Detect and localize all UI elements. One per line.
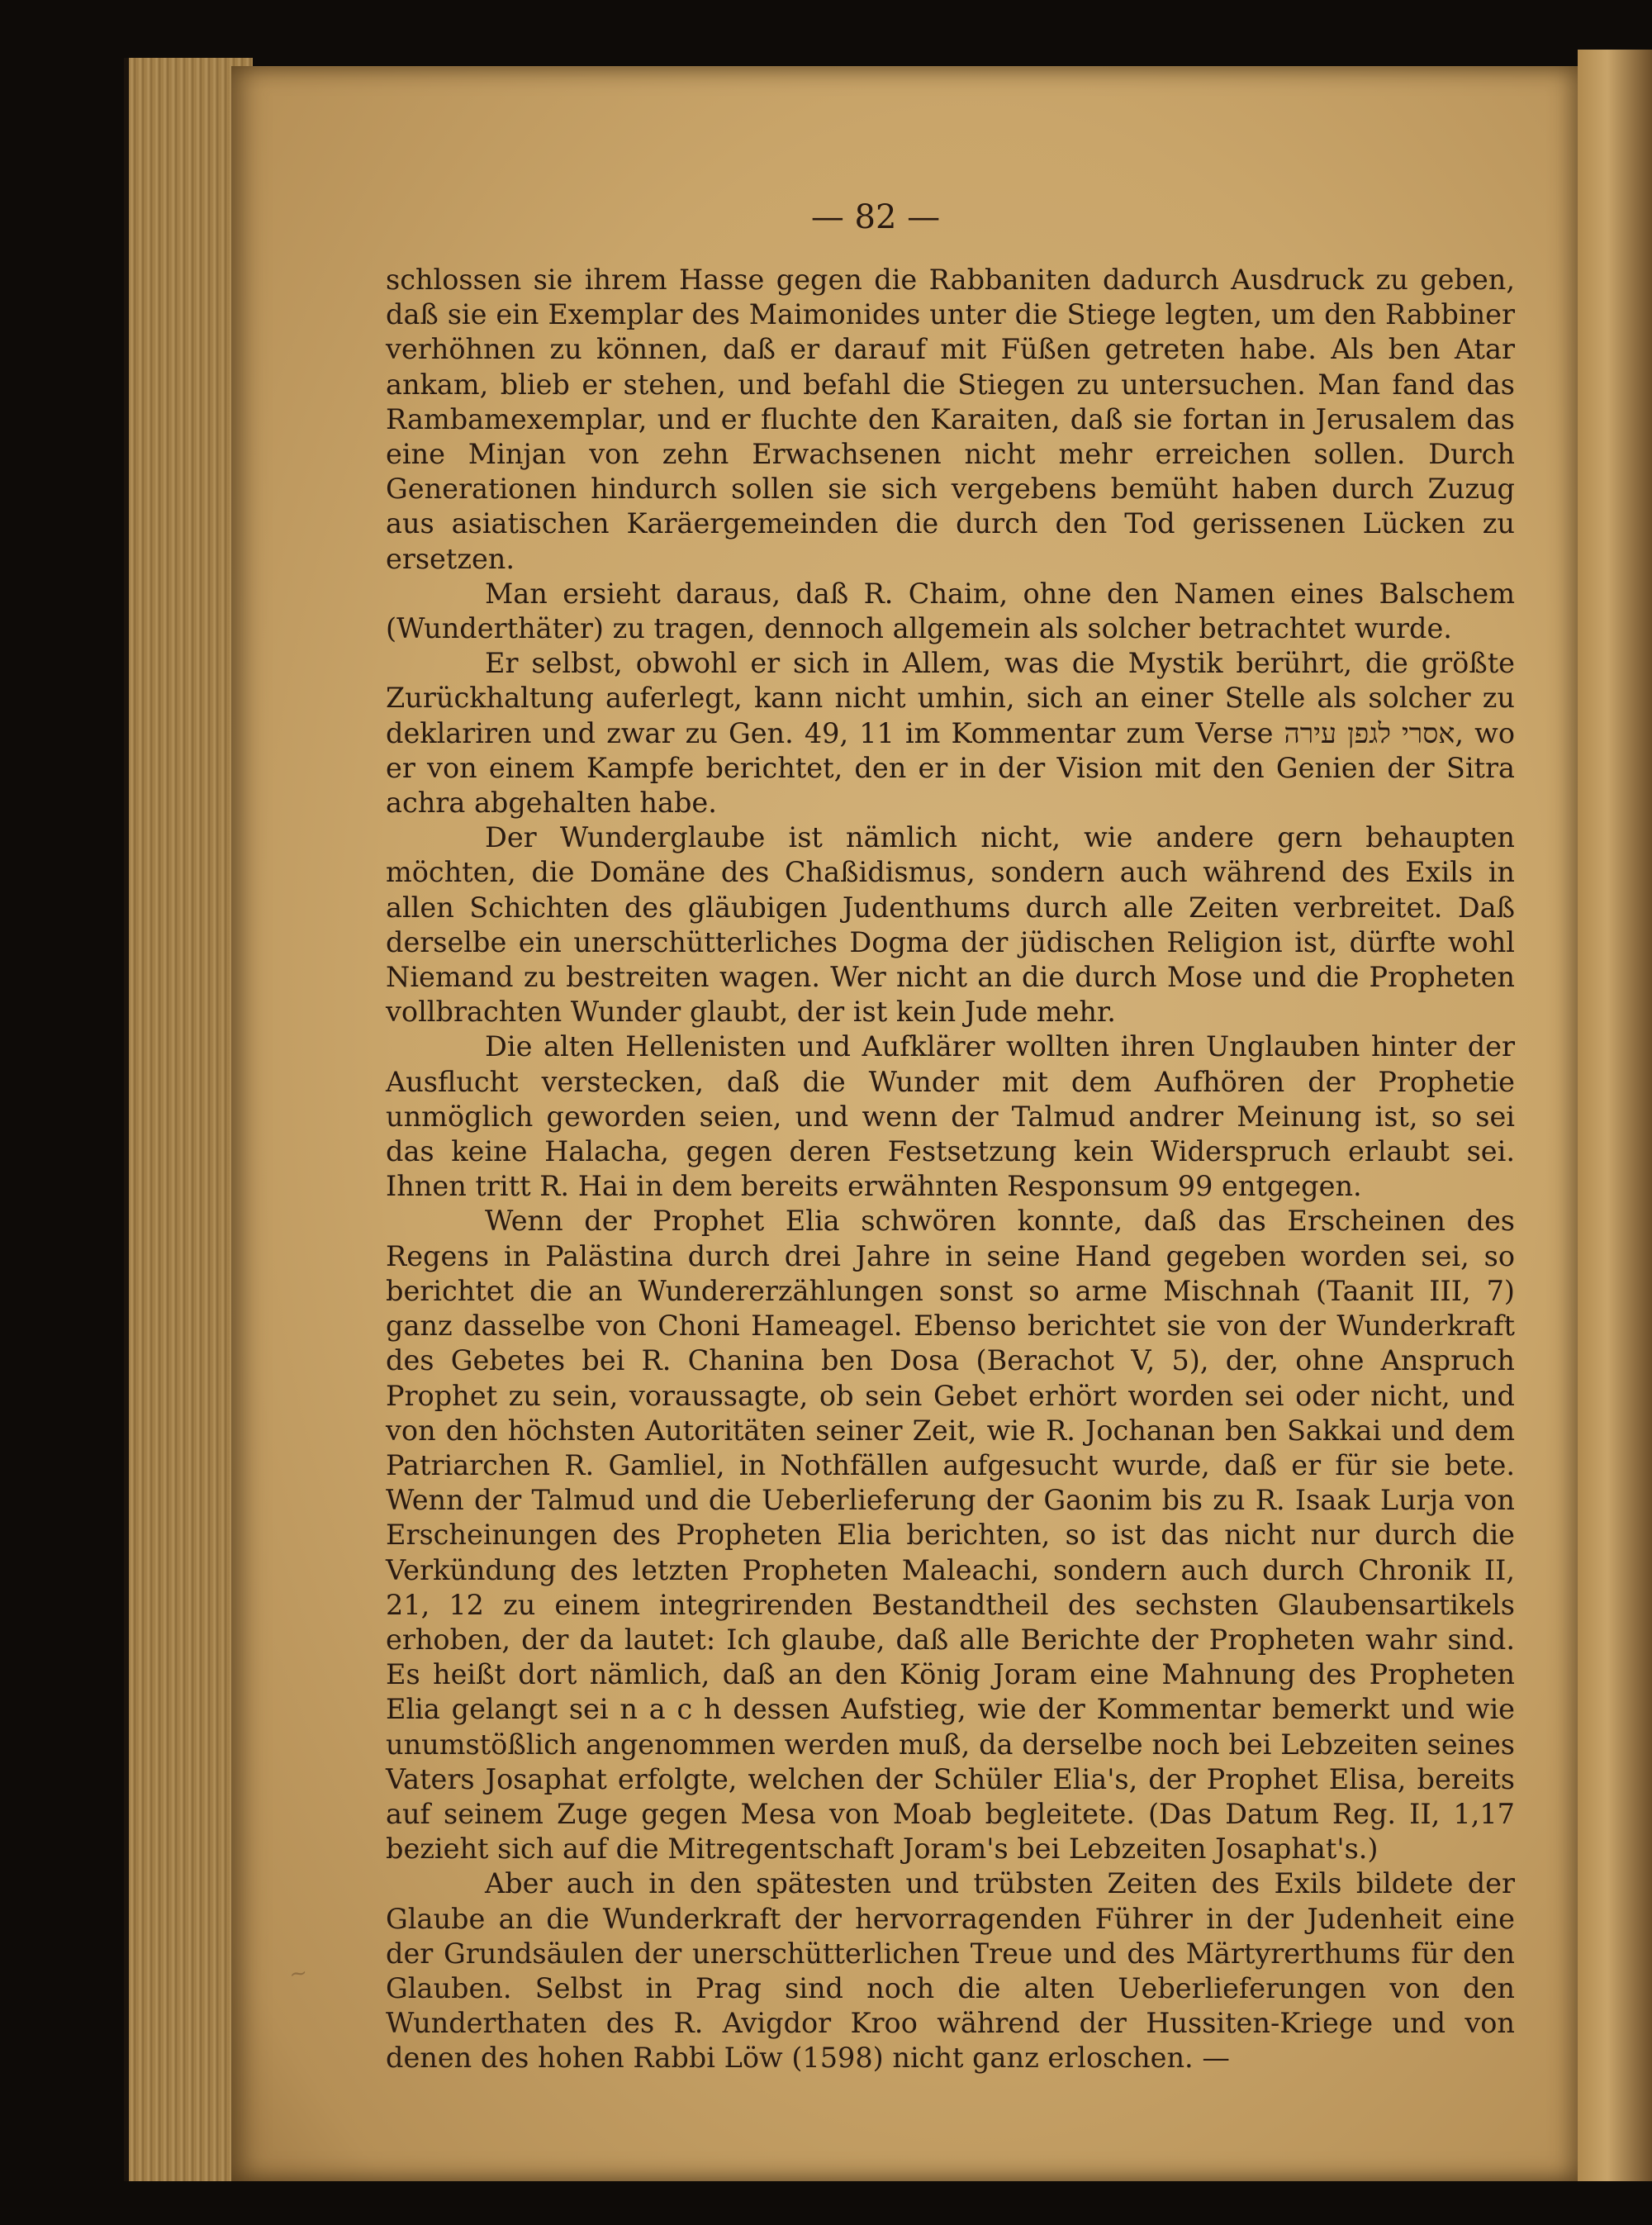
paragraph-text: schlossen sie ihrem Hasse gegen die Rabbaniten dadurch Ausdruck zu geben, daß sie ein Exemplar des Maimonides unter die Stiege legten, um den Rabbiner verhöhnen zu können, daß er darauf mit Füßen getreten habe. Als ben Atar ankam, blieb er stehen, und befahl die Stiegen zu untersuchen. Man fand das Rambamexemplar, und er fluchte den Karaiten, daß sie fortan in Jerusalem das eine Minjan von zehn Erwachsenen nicht mehr erreichen sollen. Durch Generationen hindurch sollen sie sich vergebens bemüht haben durch Zuzug aus asiatischen Karäergemeinden die durch den Tod gerissenen Lücken zu ersetzen. — [386, 264, 1515, 575]
paragraph — [386, 577, 1515, 646]
hebrew-quote: אסרי לגפן עירה — [1284, 716, 1455, 749]
paragraph-text: Man ersieht daraus, daß R. Chaim, ohne den Namen eines Balschem (Wunderthäter) zu tragen, dennoch allgemein als solcher betrachtet wurde. — [386, 577, 1515, 645]
body-text — [386, 263, 1515, 2076]
paragraph-text: Wenn der Prophet Elia schwören konnte, daß das Erscheinen des Regens in Palästina durch drei Jahre in seine Hand gegeben worden sei, so berichtet die an Wundererzählungen sonst so arme Mischnah (Taanit III, 7) ganz dasselbe von Choni Hameagel. Ebenso berichtet sie von der Wunderkraft des Gebetes bei R. Chanina ben Dosa (Berachot V, 5), der, ohne Anspruch Prophet zu sein, voraussagte, ob sein Gebet erhört worden sei oder nicht, und von den höchsten Autoritäten seiner Zeit, wie R. Jochanan ben Sakkai und dem Patriarchen R. Gamliel, in Nothfällen aufgesucht wurde, daß er für sie bete. Wenn der Talmud und die Ueberlieferung der Gaonim bis zu R. Isaak Lurja von Erscheinungen des Propheten Elia berichten, so ist das nicht nur durch die Verkündung des letzten Propheten Maleachi, sondern auch durch Chronik II, 21, 12 zu einem integrirenden Bestandtheil des sechsten Glaubensartikels erhoben, der da lautet: Ich glaube, daß alle Berichte der Propheten wahr sind. Es heißt dort nämlich, daß an den König Joram eine Mahnung des Propheten Elia gelangt sei n a c h dessen Aufstieg, wie der Kommentar bemerkt und wie unumstößlich angenommen werden muß, da derselbe noch bei Lebzeiten seines Vaters Josaphat erfolgte, welchen der Schüler Elia's, der Prophet Elisa, bereits auf seinem Zuge gegen Mesa von Moab begleitete. (Das Datum Reg. II, 1,17 bezieht sich auf die Mitregentschaft Joram's bei Lebzeiten Josaphat's.) — [386, 1205, 1515, 1866]
paragraph-text: , wo er von einem Kampfe berichtet, den er in der Vision mit den Genien der Sitra achra abgehalten habe. — [386, 716, 1515, 820]
book-cover-edge — [1578, 50, 1652, 2181]
paragraph — [386, 1204, 1515, 1866]
paragraph — [386, 820, 1515, 1029]
pencil-mark: ~ — [287, 1960, 310, 1988]
paragraph — [386, 1866, 1515, 2075]
paragraph — [386, 263, 1515, 577]
paragraph-text: Der Wunderglaube ist nämlich nicht, wie andere gern behaupten möchten, die Domäne des Chaßidismus, sondern auch während des Exils in allen Schichten des gläubigen Judenthums durch alle Zeiten verbreitet. Daß derselbe ein unerschütterliches Dogma der jüdischen Religion ist, dürfte wohl Niemand zu bestreiten wagen. Wer nicht an die durch Mose und die Propheten vollbrachten Wunder glaubt, der ist kein Jude mehr. — [386, 821, 1515, 1029]
paragraph-text: Aber auch in den spätesten und trübsten Zeiten des Exils bildete der Glaube an die Wunderkraft der hervorragenden Führer in der Judenheit eine der Grundsäulen der unerschütterlichen Treue und des Märtyrerthums für den Glauben. Selbst in Prag sind noch die alten Ueberlieferungen von den Wunderthaten des R. Avigdor Kroo während der Hussiten-Kriege und von denen des hohen Rabbi Löw (1598) nicht ganz erloschen. — — [386, 1867, 1515, 2075]
paragraph-text: Er selbst, obwohl er sich in Allem, was die Mystik berührt, die größte Zurückhaltung auferlegt, kann nicht umhin, sich an einer Stelle als solcher zu deklariren und zwar zu Gen. 49, 11 im Kommentar zum Verse — [386, 647, 1515, 749]
paragraph — [386, 646, 1515, 820]
page-number: — 82 — — [810, 198, 941, 236]
paragraph-text: Die alten Hellenisten und Aufklärer wollten ihren Unglauben hinter der Ausflucht verstecken, daß die Wunder mit dem Aufhören der Prophetie unmöglich geworden seien, und wenn der Talmud andrer Meinung ist, so sei das keine Halacha, gegen deren Festsetzung kein Widerspruch erlaubt sei. Ihnen tritt R. Hai in dem bereits erwähnten Responsum 99 entgegen. — [386, 1030, 1515, 1203]
paragraph — [386, 1029, 1515, 1204]
